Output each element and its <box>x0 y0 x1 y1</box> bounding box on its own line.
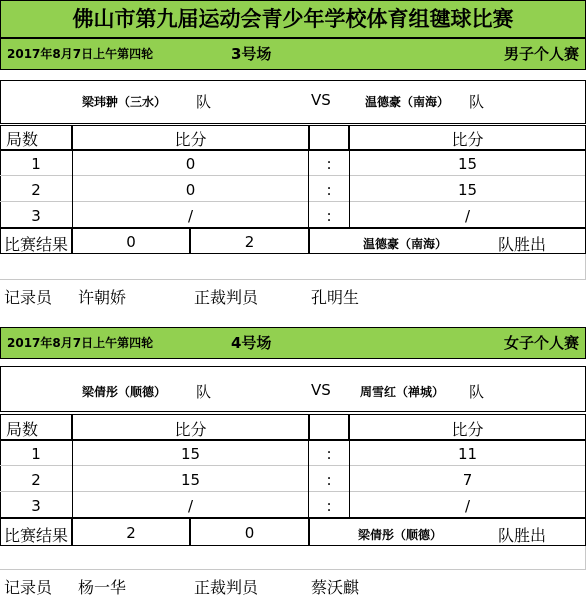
round-number: 2 <box>31 181 41 199</box>
team-suffix-b: 队 <box>469 383 485 401</box>
round-colon: : <box>326 181 332 199</box>
referee-name: 蔡沃麒 <box>311 578 360 597</box>
match-event: 女子个人赛 <box>503 334 579 352</box>
result-b: 2 <box>244 233 255 251</box>
winner-name: 梁倩彤（顺德） <box>358 528 443 542</box>
player-a-name: 梁倩彤（顺德） <box>82 385 167 399</box>
vs-label: VS <box>311 381 331 399</box>
round-score-a: 15 <box>180 445 201 463</box>
referee-name: 孔明生 <box>311 288 360 307</box>
round-colon: : <box>326 155 332 173</box>
round-score-a: / <box>187 207 194 225</box>
vs-label: VS <box>311 91 331 109</box>
blank-row <box>0 254 586 280</box>
blank-row <box>0 546 586 570</box>
games-label: 局数 <box>6 420 39 439</box>
score-label-a: 比分 <box>174 130 207 149</box>
result-b: 0 <box>244 524 255 542</box>
team-suffix-a: 队 <box>196 93 212 111</box>
result-label: 比赛结果 <box>4 235 69 254</box>
round-number: 1 <box>31 445 41 463</box>
round-colon: : <box>326 445 332 463</box>
round-score-a: 15 <box>180 471 201 489</box>
colon-header-cell <box>309 125 349 150</box>
recorder-label: 记录员 <box>4 578 53 597</box>
round-number: 3 <box>31 497 41 515</box>
result-a: 2 <box>126 524 136 542</box>
match-session: 2017年8月7日上午第四轮 <box>7 336 154 350</box>
result-a: 0 <box>126 233 136 251</box>
match-session: 2017年8月7日上午第四轮 <box>7 47 154 61</box>
match-court: 3号场 <box>231 45 272 63</box>
round-score-b: 15 <box>457 155 478 173</box>
player-a-name: 梁玮翀（三水） <box>82 95 167 109</box>
team-suffix-a: 队 <box>196 383 212 401</box>
winner-suffix: 队胜出 <box>498 526 547 545</box>
round-colon: : <box>326 497 332 515</box>
games-label: 局数 <box>6 130 39 149</box>
recorder-name: 许朝娇 <box>78 288 127 307</box>
player-b-name: 周雪红（禅城） <box>360 385 445 399</box>
sheet-title: 佛山市第九届运动会青少年学校体育组毽球比赛 <box>0 0 586 38</box>
round-score-b: / <box>464 207 471 225</box>
recorder-label: 记录员 <box>4 288 53 307</box>
round-score-a: / <box>187 497 194 515</box>
round-score-a: 0 <box>185 155 196 173</box>
team-suffix-b: 队 <box>469 93 485 111</box>
round-score-b: 7 <box>462 471 473 489</box>
round-colon: : <box>326 471 332 489</box>
score-label-b: 比分 <box>451 130 484 149</box>
winner-suffix: 队胜出 <box>498 235 547 254</box>
score-label-a: 比分 <box>174 420 207 439</box>
score-label-b: 比分 <box>451 420 484 439</box>
round-number: 3 <box>31 207 41 225</box>
player-b-name: 温德豪（南海） <box>365 95 450 109</box>
result-label: 比赛结果 <box>4 526 69 545</box>
referee-label: 正裁判员 <box>194 288 259 307</box>
round-number: 2 <box>31 471 41 489</box>
winner-name: 温德豪（南海） <box>363 237 448 251</box>
match-header-band <box>0 327 586 359</box>
round-number: 1 <box>31 155 41 173</box>
referee-label: 正裁判员 <box>194 578 259 597</box>
round-colon: : <box>326 207 332 225</box>
recorder-name: 杨一华 <box>78 578 127 597</box>
match-court: 4号场 <box>231 334 272 352</box>
match-header-band <box>0 38 586 70</box>
round-score-b: 15 <box>457 181 478 199</box>
round-score-b: / <box>464 497 471 515</box>
round-score-a: 0 <box>185 181 196 199</box>
round-score-b: 11 <box>457 445 478 463</box>
match-event: 男子个人赛 <box>503 45 579 63</box>
colon-header-cell <box>309 414 349 440</box>
